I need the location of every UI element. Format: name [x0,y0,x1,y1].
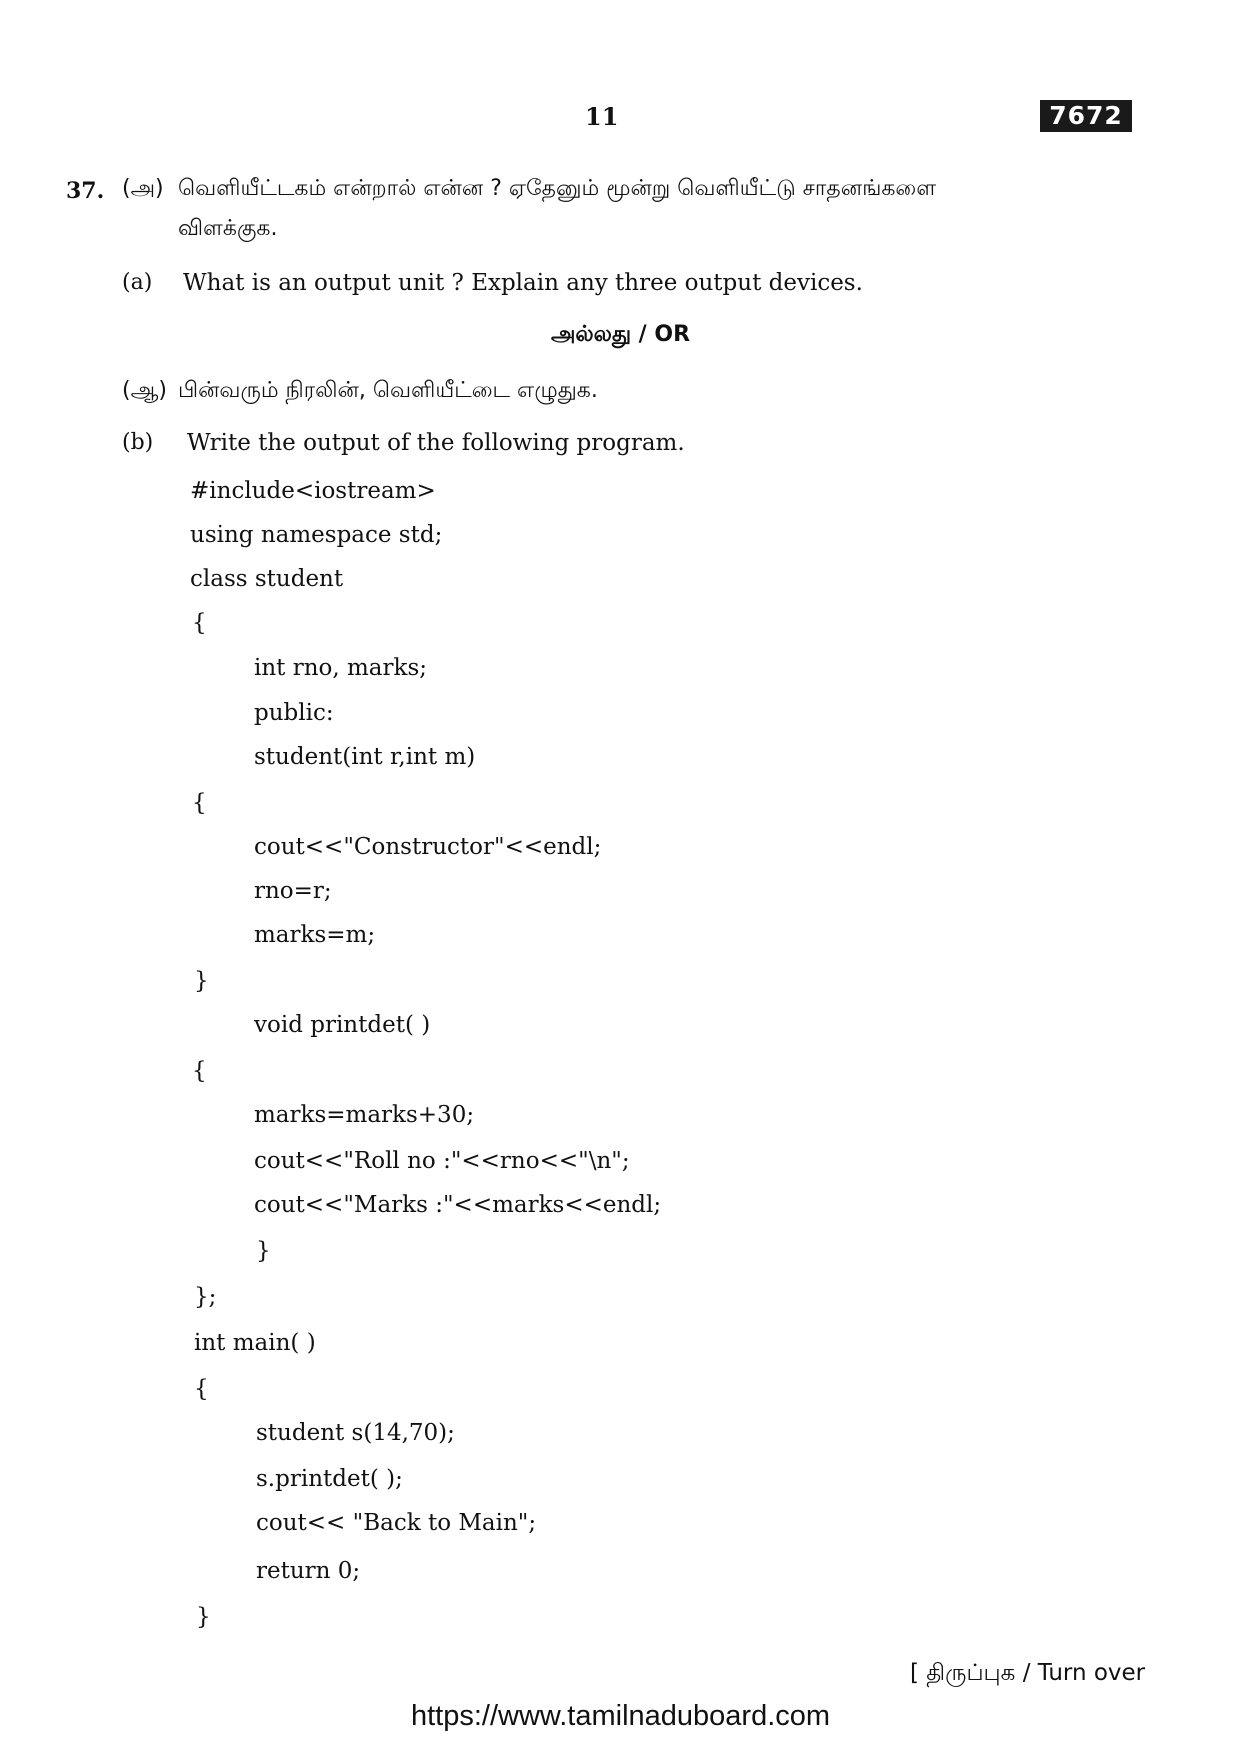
part-a-tamil-line2: விளக்குக. [178,216,278,241]
code-line: student(int r,int m) [254,744,476,770]
code-line: student s(14,70); [256,1420,455,1446]
code-line: int rno, marks; [254,655,428,681]
code-line: void printdet( ) [254,1012,431,1038]
paper-code-badge: 7672 [1040,100,1132,132]
part-b-english-marker: (b) [122,430,154,455]
source-url: https://www.tamilnaduboard.com [410,1700,831,1732]
part-a-english-marker: (a) [122,270,153,295]
code-line: cout<<"Constructor"<<endl; [254,834,602,860]
part-a-tamil-marker: (அ) [122,176,164,201]
code-line: cout<<"Roll no :"<<rno<<"\n"; [254,1148,630,1174]
code-line: }; [194,1284,217,1310]
code-line: s.printdet( ); [256,1466,403,1492]
code-line: class student [190,566,344,592]
code-line: } [256,1238,271,1264]
code-line: { [192,610,207,636]
code-line: { [194,1376,209,1402]
code-line: return 0; [256,1558,361,1584]
question-number: 37. [66,178,105,204]
part-a-tamil-line1: வெளியீட்டகம் என்றால் என்ன ? ஏதேனும் மூன்று வெளியீட்டு சாதனங்களை [178,176,937,201]
code-line: cout<< "Back to Main"; [256,1510,537,1536]
code-line: int main( ) [194,1330,316,1356]
code-line: using namespace std; [190,522,443,548]
code-line: } [194,968,209,994]
code-line: { [192,1058,207,1084]
page-number: 11 [585,102,619,131]
part-b-tamil-text: பின்வரும் நிரலின், வெளியீட்டை எழுதுக. [178,378,598,403]
code-line: } [196,1604,211,1630]
code-line: #include<iostream> [190,478,436,504]
code-line: cout<<"Marks :"<<marks<<endl; [254,1192,662,1218]
part-b-tamil-marker: (ஆ) [122,378,167,403]
part-b-english-text: Write the output of the following program. [187,430,685,456]
code-line: rno=r; [254,878,332,904]
code-line: marks=m; [254,922,376,948]
or-separator: அல்லது / OR [550,322,691,347]
part-a-english-text: What is an output unit ? Explain any three output devices. [183,270,863,296]
code-line: marks=marks+30; [254,1102,475,1128]
code-line: public: [254,700,334,726]
turn-over-note: [ திருப்புக / Turn over [910,1660,1146,1686]
code-line: { [192,790,207,816]
